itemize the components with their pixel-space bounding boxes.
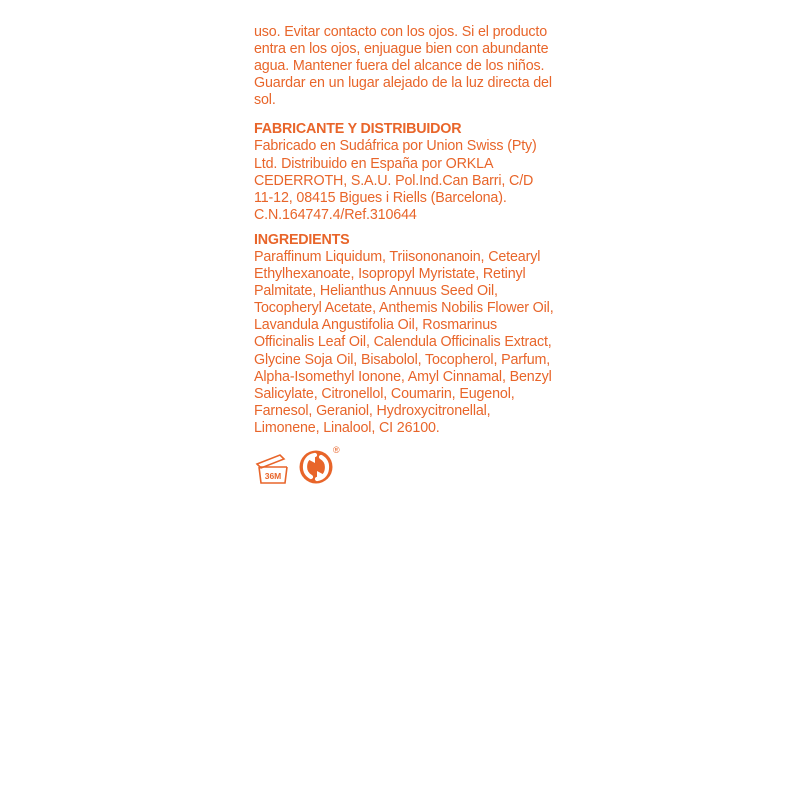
ingredients-text: Paraffinum Liquidum, Triisononanoin, Cetearyl Ethylhexanoate, Isopropyl Myristate, Retinyl Palmitate, Helianthus Annuus Seed Oil, Tocopheryl Acetate, Anthemis Nobilis Flower Oil, Lavandula Angustifolia Oil, Rosmarinus Officinalis Leaf Oil, Calendula Officinalis Extract, Glycine Soja Oil, Bisabolol, Tocopherol, Parfum, Alpha-Isomethyl Ionone, Amyl Cinnamal, Benzyl Salicylate, Citronellol, Coumarin, Eugenol, Farnesol, Geraniol, Hydroxycitronellal, Limonene, Linalool, CI 26100. <box>254 248 554 436</box>
manufacturer-section <box>254 121 554 223</box>
warnings-text: uso. Evitar contacto con los ojos. Si el producto entra en los ojos, enjuague bien con abundante agua. Mantener fuera del alcance de los niños. Guardar en un lugar alejado de la luz directa del sol. <box>254 24 552 109</box>
green-dot-icon <box>298 449 334 485</box>
registered-mark: ® <box>333 444 340 455</box>
reference-code: C.N.164747.4/Ref.310644 <box>254 206 417 223</box>
warnings-section <box>254 24 554 109</box>
label-symbols <box>254 444 554 485</box>
pao-label: 36M <box>264 470 282 481</box>
open-jar-icon <box>254 449 290 485</box>
product-label-text <box>254 24 554 485</box>
manufacturer-heading: FABRICANTE Y DISTRIBUIDOR <box>254 121 462 138</box>
manufacturer-text: Fabricado en Sudáfrica por Union Swiss (Pty) Ltd. Distribuido en España por ORKLA CEDERROTH, S.A.U. Pol.Ind.Can Barri, C/D 11-12, 08415 Bigues i Riells (Barcelona). <box>254 138 537 206</box>
ingredients-heading: INGREDIENTS <box>254 231 350 248</box>
ingredients-section <box>254 232 554 437</box>
green-dot-symbol <box>298 444 344 485</box>
